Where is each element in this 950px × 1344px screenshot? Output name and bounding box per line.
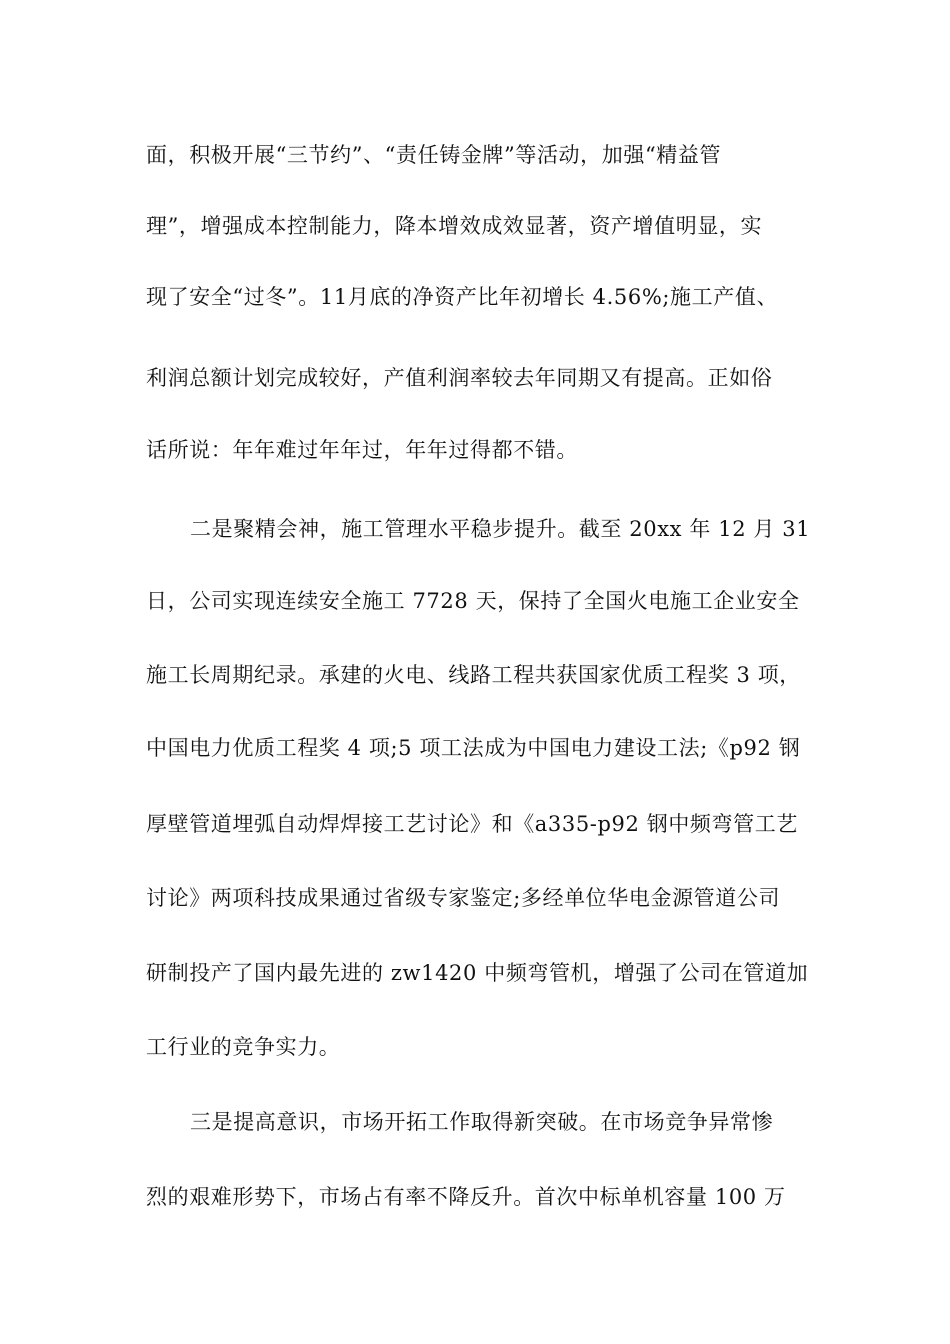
text-line: 烈的艰难形势下，市场占有率不降反升。首次中标单机容量 100 万 [146,1185,786,1209]
text-line: 理”，增强成本控制能力，降本增效成效显著，资产增值明显，实 [146,214,763,238]
paragraph-start-line: 二是聚精会神，施工管理水平稳步提升。截至 20xx 年 12 月 31 [190,517,811,541]
text-line: 中国电力优质工程奖 4 项;5 项工法成为中国电力建设工法;《p92 钢 [146,736,801,760]
text-line: 讨论》两项科技成果通过省级专家鉴定;多经单位华电金源管道公司 [146,886,781,910]
text-line: 厚壁管道埋弧自动焊焊接工艺讨论》和《a335-p92 钢中频弯管工艺 [146,812,798,836]
text-line: 施工长周期纪录。承建的火电、线路工程共获国家优质工程奖 3 项， [146,663,801,687]
paragraph-start-line: 三是提高意识，市场开拓工作取得新突破。在市场竞争异常惨 [190,1110,774,1134]
text-line: 面，积极开展“三节约”、“责任铸金牌”等活动，加强“精益管 [146,143,722,167]
text-line: 研制投产了国内最先进的 zw1420 中频弯管机，增强了公司在管道加 [146,961,809,985]
text-line: 现了安全“过冬”。11月底的净资产比年初增长 4.56%;施工产值、 [146,285,779,309]
text-line: 工行业的竞争实力。 [146,1035,341,1059]
text-line: 日，公司实现连续安全施工 7728 天，保持了全国火电施工企业安全 [146,589,800,613]
text-line: 利润总额计划完成较好，产值利润率较去年同期又有提高。正如俗 [146,366,773,390]
text-line: 话所说：年年难过年年过，年年过得都不错。 [146,438,578,462]
